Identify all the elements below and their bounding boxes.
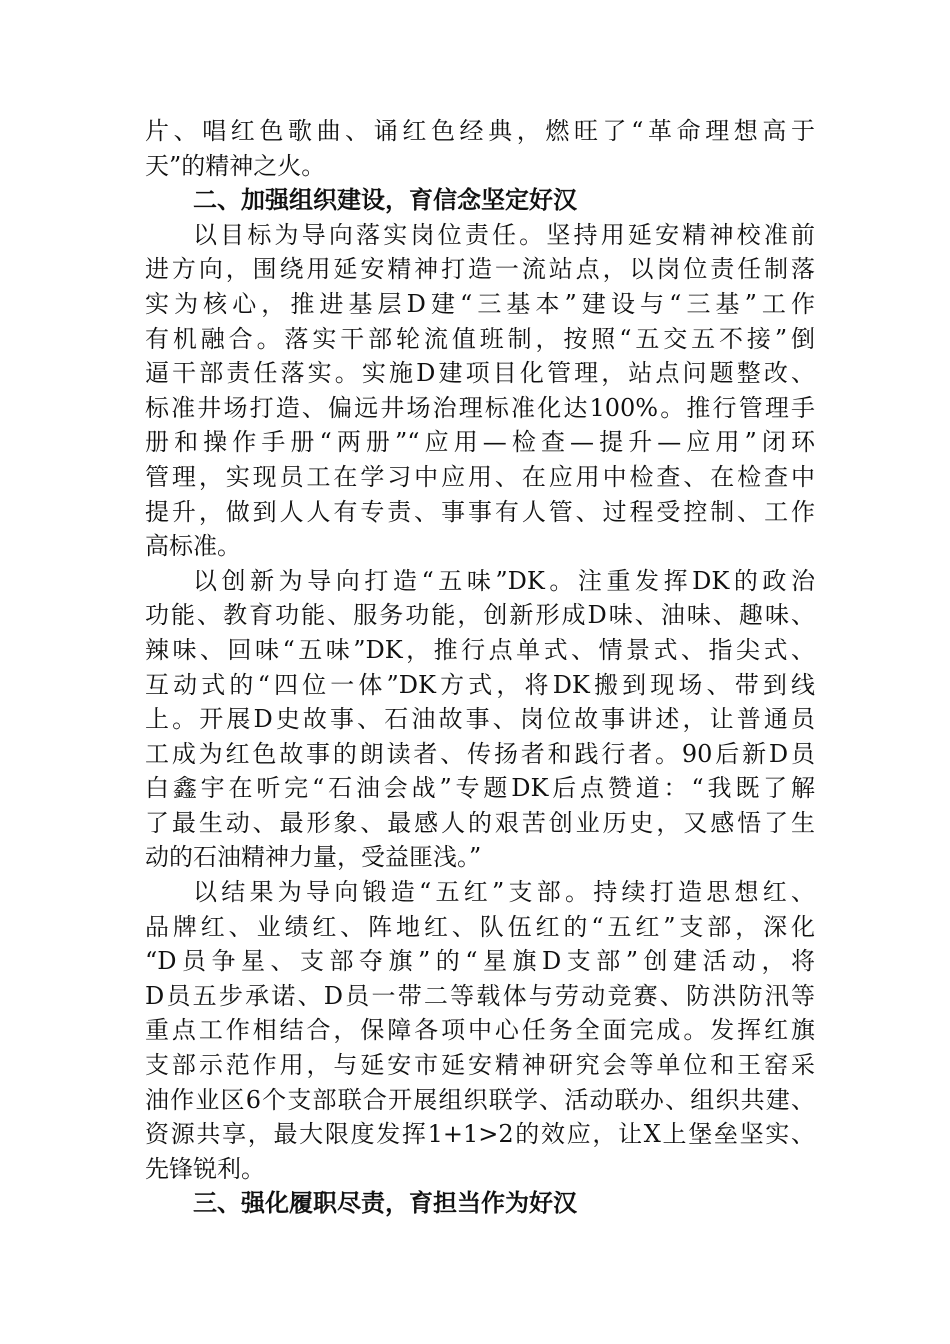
document-page: [145, 114, 815, 1221]
text-line: 高标准。: [145, 532, 241, 561]
text-line: “D员争星、支部夺旗”的“星旗D支部”创建活动，将: [145, 947, 815, 976]
section-heading-3: 三、强化履职尽责，育担当作为好汉: [193, 1189, 577, 1218]
text-line: 实为核心，推进基层D建“三基本”建设与“三基”工作: [145, 289, 815, 318]
text-line: 以目标为导向落实岗位责任。坚持用延安精神校准前: [193, 220, 815, 249]
text-line: 白鑫宇在听完“石油会战”专题DK后点赞道：“我既了解: [145, 774, 815, 803]
paragraph-innovation-orientation: [145, 564, 815, 875]
text-line: 互动式的“四位一体”DK方式，将DK搬到现场、带到线: [145, 670, 815, 699]
text-line: 品牌红、业绩红、阵地红、队伍红的“五红”支部，深化: [145, 912, 815, 941]
text-line: 支部示范作用，与延安市延安精神研究会等单位和王窑采: [145, 1051, 815, 1080]
text-line: 资源共享，最大限度发挥1+1>2的效应，让X上堡垒坚实、: [145, 1120, 815, 1149]
text-line: 逼干部责任落实。实施D建项目化管理，站点问题整改、: [145, 359, 815, 388]
text-line: 进方向，围绕用延安精神打造一流站点，以岗位责任制落: [145, 255, 815, 284]
text-line: 动的石油精神力量，受益匪浅。”: [145, 843, 482, 872]
text-line: 重点工作相结合，保障各项中心任务全面完成。发挥红旗: [145, 1016, 815, 1045]
text-line: 辣味、回味“五味”DK，推行点单式、情景式、指尖式、: [145, 635, 815, 664]
text-line: 以结果为导向锻造“五红”支部。持续打造思想红、: [193, 878, 815, 907]
section-heading-2: 二、加强组织建设，育信念坚定好汉: [193, 186, 577, 215]
paragraph-continuation: [145, 114, 815, 183]
text-line: 天”的精神之火。: [145, 151, 326, 180]
paragraph-target-orientation: [145, 218, 815, 564]
text-line: 油作业区6个支部联合开展组织联学、活动联办、组织共建、: [145, 1085, 815, 1114]
text-line: 功能、教育功能、服务功能，创新形成D味、油味、趣味、: [145, 601, 815, 630]
text-line: 先锋锐利。: [145, 1154, 265, 1183]
text-line: 管理，实现员工在学习中应用、在应用中检查、在检查中: [145, 462, 815, 491]
text-line: 有机融合。落实干部轮流值班制，按照“五交五不接”倒: [145, 324, 815, 353]
paragraph-result-orientation: [145, 875, 815, 1186]
text-line: 标准井场打造、偏远井场治理标准化达100%。推行管理手: [145, 393, 815, 422]
text-line: 以创新为导向打造“五味”DK。注重发挥DK的政治: [193, 566, 815, 595]
text-line: 上。开展D史故事、石油故事、岗位故事讲述，让普通员: [145, 705, 815, 734]
text-line: 片、唱红色歌曲、诵红色经典，燃旺了“革命理想高于: [145, 117, 815, 145]
text-line: 了最生动、最形象、最感人的艰苦创业历史，又感悟了生: [145, 808, 815, 837]
text-line: 册和操作手册“两册”“应用—检查—提升—应用”闭环: [145, 428, 815, 457]
text-line: D员五步承诺、D员一带二等载体与劳动竞赛、防洪防汛等: [145, 981, 815, 1010]
text-line: 工成为红色故事的朗读者、传扬者和践行者。90后新D员: [145, 739, 815, 768]
text-line: 提升，做到人人有专责、事事有人管、过程受控制、工作: [145, 497, 815, 526]
